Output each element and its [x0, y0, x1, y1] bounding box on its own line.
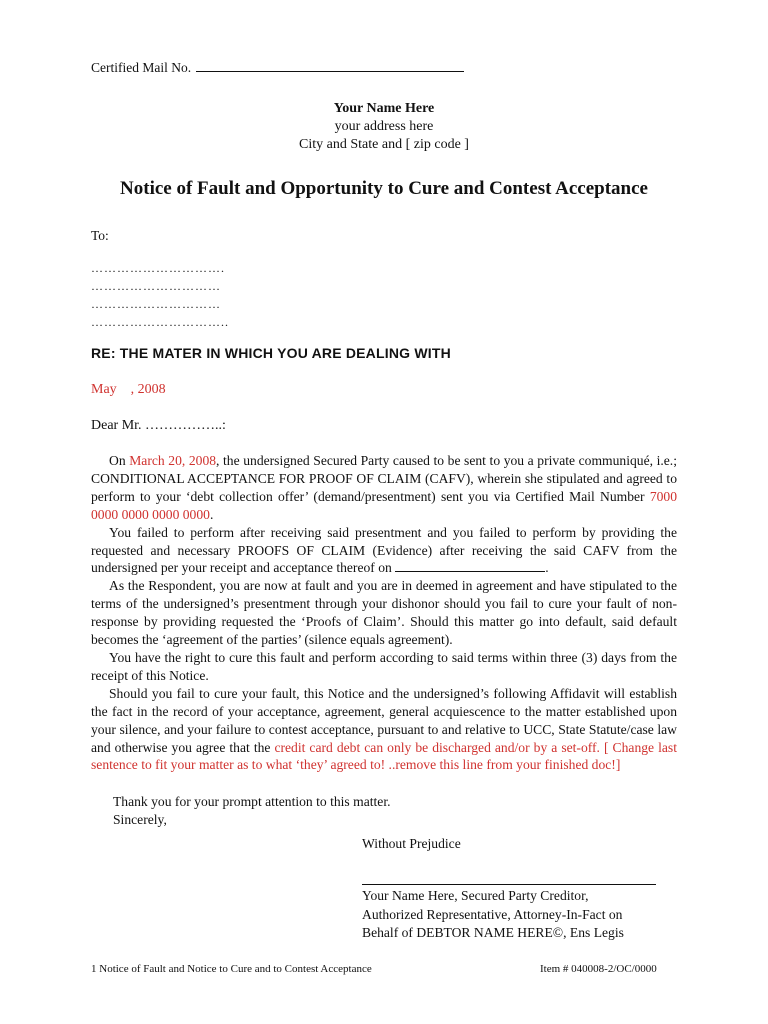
recipient-line-4: ………………………….. [91, 315, 229, 329]
footer-title: 1 Notice of Fault and Notice to Cure and to Contest Acceptance [91, 963, 372, 975]
signature-line-3: Behalf of DEBTOR NAME HERE©, Ens Legis [362, 925, 624, 940]
sender-address: your address here [334, 119, 434, 134]
p1-text-a: On [109, 453, 130, 468]
signature-line-1: Your Name Here, Secured Party Creditor, [362, 888, 589, 903]
signature-rule [362, 884, 656, 885]
date-month: May [91, 382, 117, 397]
document-title: Notice of Fault and Opportunity to Cure and Contest Acceptance [120, 178, 648, 199]
footer-item-number: Item # 040008-2/OC/0000 [540, 963, 657, 975]
certified-mail-blank [196, 58, 464, 72]
thanks-line: Thank you for your prompt attention to this matter. [113, 794, 391, 809]
recipient-line-1: …………………………. [91, 261, 225, 275]
p5-instruction: credit card debt can only be discharged and/or by a set-off. [ Change last sentence to fit your matter as to what ‘they’ agreed to! ..remove this line from your finished doc!] [91, 739, 677, 773]
paragraph-2 [91, 524, 677, 578]
paragraph-5 [91, 685, 677, 775]
signature-block [362, 887, 624, 943]
recipient-line-3: ………………………… [91, 297, 221, 311]
salutation: Dear Mr. ……………..: [91, 418, 226, 433]
p2-text-b: . [545, 560, 549, 576]
re-line: RE: THE MATER IN WHICH YOU ARE DEALING WITH [91, 345, 451, 361]
paragraph-4: You have the right to cure this fault and perform according to said terms within three (3) days from the receipt of this Notice. [91, 649, 677, 683]
p2-text-a: You failed to perform after receiving said presentment and you failed to perform by providing the requested and necessary PROOFS OF CLAIM (Evidence) after receiving the said CAFV from the undersigned per your receipt and acceptance thereof on [91, 524, 677, 576]
sender-city-state: City and State and [ zip code ] [299, 137, 469, 152]
recipient-line-2: ………………………… [91, 279, 221, 293]
without-prejudice: Without Prejudice [362, 836, 461, 851]
signature-line-2: Authorized Representative, Attorney-In-Fact on [362, 906, 623, 922]
letter-date [91, 382, 166, 398]
p1-mail-number: 7000 0000 0000 0000 0000 [91, 488, 677, 522]
paragraph-1 [91, 452, 677, 524]
letter-body [91, 452, 677, 774]
p2-date-blank [395, 559, 545, 572]
p1-date: March 20, 2008 [129, 453, 217, 468]
paragraph-3: As the Respondent, you are now at fault and you are in deemed in agreement and have stipulated to the terms of the undersigned’s presentment through your dishonor should you fail to cure your fault of non-response by providing requested the ‘Proofs of Claim’. Should this matter go into default, said default becomes the ‘agreement of the parties’ (silence equals agreement). [91, 578, 677, 648]
to-label: To: [91, 228, 109, 243]
p1-text-c: . [209, 506, 214, 522]
certified-mail-label: Certified Mail No. [91, 60, 192, 75]
sender-name: Your Name Here [333, 101, 435, 116]
p1-text-b: , the undersigned Secured Party caused to be sent to you a private communiqué, i.e.; CONDITIONAL ACCEPTANCE FOR PROOF OF CLAIM (CAFV), wherein she stipulated and agreed to perform to your ‘debt collection offer’ (demand/presentment) sent you via Certified Mail Number [91, 453, 677, 504]
p5-text-a: Should you fail to cure your fault, this Notice and the undersigned’s following Affidavit will establish the fact in the record of your acceptance, agreement, general acquiescence to the matter established upon your silence, and your failure to contest acceptance, pursuant to and relative to UCC, State Statute/case law and otherwise you agree that the [91, 685, 677, 755]
certified-mail-line [91, 58, 464, 76]
date-year: , 2008 [130, 382, 166, 397]
sincerely-line: Sincerely, [113, 812, 167, 827]
